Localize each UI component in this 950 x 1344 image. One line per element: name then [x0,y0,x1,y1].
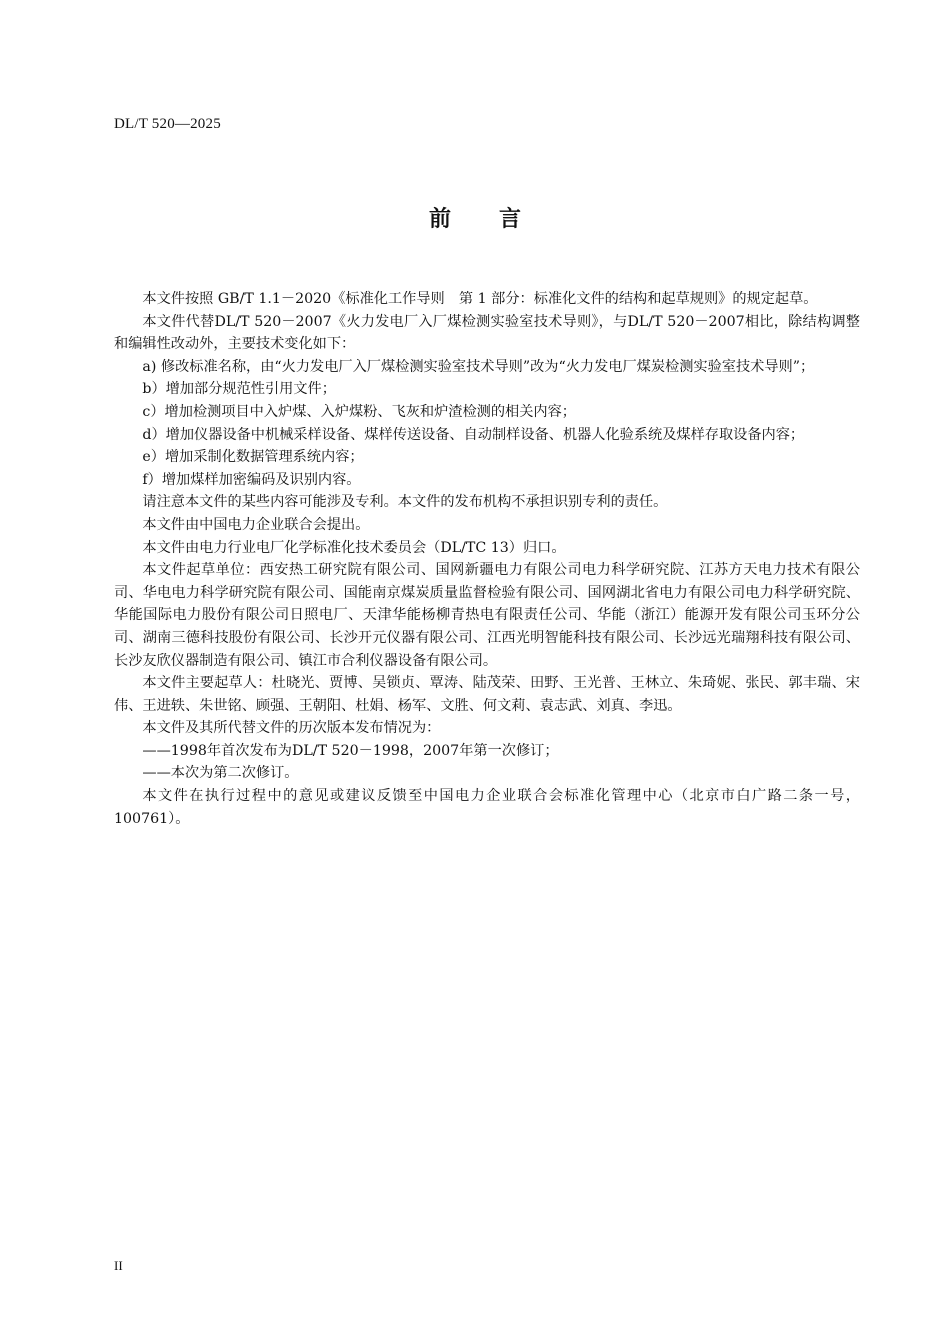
list-item-e: e）增加采制化数据管理系统内容； [142,449,364,466]
foreword-body [114,288,860,830]
title-char-1: 前 [428,207,451,232]
document-number: DL/T 520—2025 [114,116,221,132]
title-char-2: 言 [499,207,522,232]
list-item-b: b）增加部分规范性引用文件； [142,381,336,398]
list-item-f: f）增加煤样加密编码及识别内容。 [142,471,361,488]
paragraph-patent-notice: 请注意本文件的某些内容可能涉及专利。本文件的发布机构不承担识别专利的责任。 [142,494,668,511]
page-title [0,202,950,233]
history-item-1: ——1998年首次发布为DL/T 520－1998，2007年第一次修订； [142,742,559,759]
paragraph-drafting-basis: 本文件按照 GB/T 1.1－2020《标准化工作导则 第 1 部分：标准化文件的结构和起草规则》的规定起草。 [142,291,818,307]
page-number: II [114,1258,123,1273]
list-item-c: c）增加检测项目中入炉煤、入炉煤粉、飞灰和炉渣检测的相关内容； [142,403,576,420]
paragraph-history-intro: 本文件及其所代替文件的历次版本发布情况为： [142,720,441,737]
paragraph-feedback: 本文件在执行过程中的意见或建议反馈至中国电力企业联合会标准化管理中心（北京市白广路二条一号，100761）。 [114,788,860,827]
paragraph-committee: 本文件由电力行业电厂化学标准化技术委员会（DL/TC 13）归口。 [142,539,566,556]
list-item-d: d）增加仪器设备中机械采样设备、煤样传送设备、自动制样设备、机器人化验系统及煤样存取设备内容； [142,426,805,443]
paragraph-replacement: 本文件代替DL/T 520－2007《火力发电厂入厂煤检测实验室技术导则》，与DL/T 520－2007相比，除结构调整和编辑性改动外，主要技术变化如下： [114,313,860,353]
paragraph-proposer: 本文件由中国电力企业联合会提出。 [142,516,370,533]
paragraph-drafters: 本文件主要起草人：杜晓光、贾博、吴锁贞、覃涛、陆茂荣、田野、王光普、王林立、朱琦妮、张民、郭丰瑞、宋伟、王进轶、朱世铭、顾强、王朝阳、杜娟、杨军、文胜、何文莉、袁志武、刘真、李迅。 [114,675,860,714]
paragraph-drafting-units: 本文件起草单位：西安热工研究院有限公司、国网新疆电力有限公司电力科学研究院、江苏方天电力技术有限公司、华电电力科学研究院有限公司、国能南京煤炭质量监督检验有限公司、国网湖北省电力有限公司电力科学研究院、华能国际电力股份有限公司日照电厂、天津华能杨柳青热电有限责任公司、华能（浙江）能源开发有限公司玉环分公司、湖南三德科技股份有限公司、长沙开元仪器有限公司、江西光明智能科技有限公司、长沙远光瑞翔科技有限公司、长沙友欣仪器制造有限公司、镇江市合利仪器设备有限公司。 [114,562,860,669]
history-item-2: ——本次为第二次修订。 [142,765,299,782]
list-item-a: a) 修改标准名称，由“火力发电厂入厂煤检测实验室技术导则”改为“火力发电厂煤炭检测实验室技术导则”； [142,358,815,375]
